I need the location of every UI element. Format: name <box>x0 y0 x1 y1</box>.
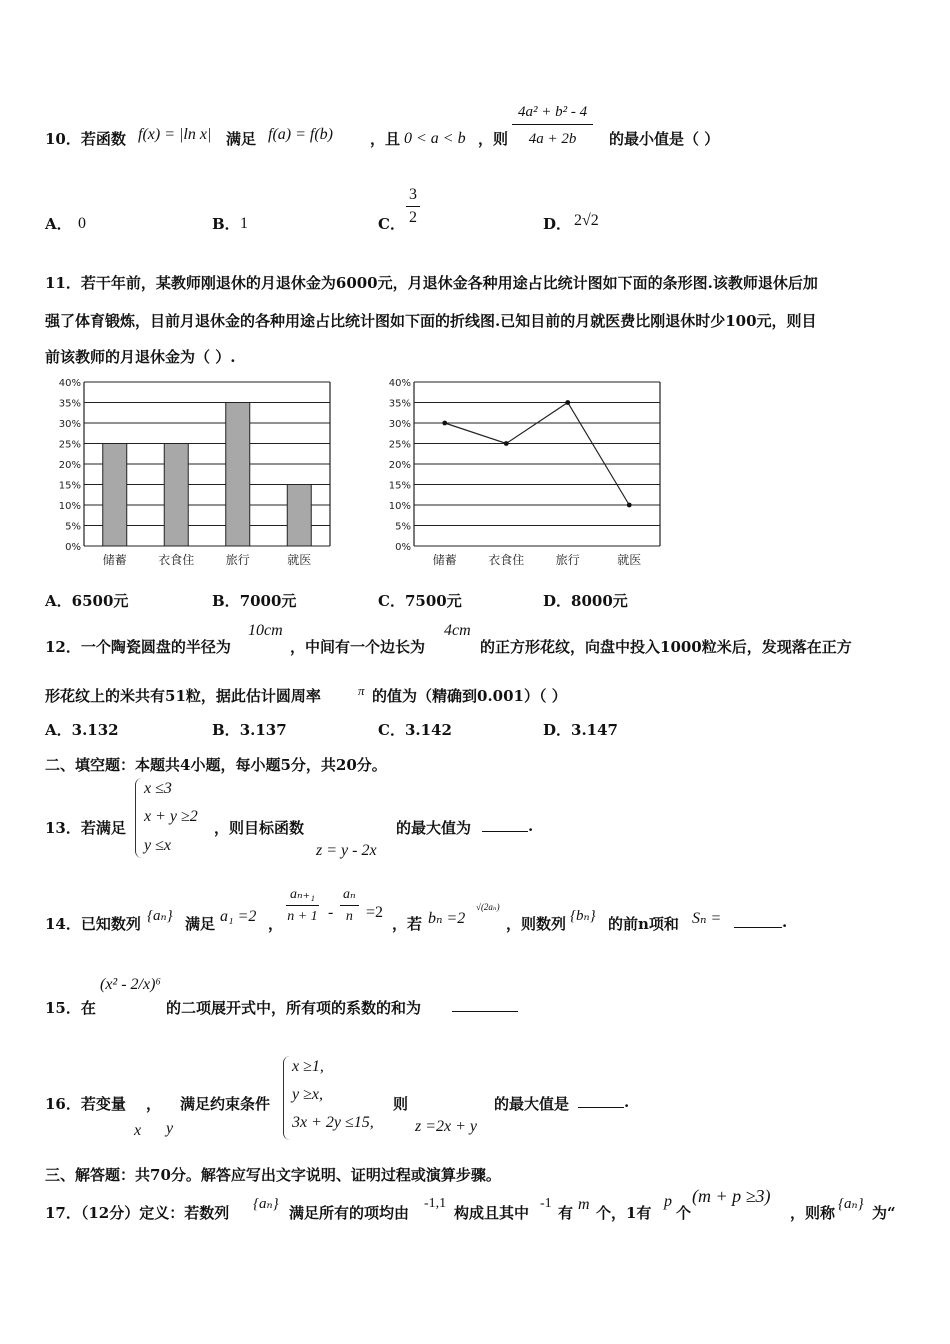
q12-option-a-value: 3.132 <box>71 721 119 739</box>
q11-line-2: 强了体育锻炼，目前月退休金的各种用途占比统计图如下面的折线图.已知目前的月就医费比刚退休时少100元，则目 <box>45 312 817 330</box>
line-chart-point <box>442 421 447 426</box>
line-chart-ytick-label: 20% <box>388 460 411 471</box>
q14-answer-blank[interactable] <box>734 913 782 928</box>
line-chart-ytick-label: 35% <box>388 398 411 410</box>
line-chart-point <box>565 400 570 405</box>
q16-end: . <box>624 1093 630 1111</box>
q12-radius: 10cm <box>248 622 283 639</box>
line-chart-ytick-label: 40% <box>388 378 411 389</box>
q11-line-3: 前该教师的月退休金为（ ）. <box>45 348 236 366</box>
bar-chart-ytick-label: 5% <box>65 521 81 533</box>
q10-line <box>45 128 126 149</box>
q14-sn: Sₙ = <box>692 910 722 927</box>
line-chart-xtick-label: 衣食住 <box>488 553 525 567</box>
q12-option-c <box>378 719 452 740</box>
q12-p5: 的值为（精确到0.001）（ ） <box>372 687 567 705</box>
q17-p4: 个，1有 <box>596 1204 652 1222</box>
q13-lead: 13．若满足 <box>45 819 126 837</box>
q10-lead: 若函数 <box>80 130 126 148</box>
q10-option-d-label: D． <box>543 215 572 233</box>
q15-lead: 15．在 <box>45 999 96 1017</box>
q10-ineq: 0 < a < b <box>404 130 466 147</box>
q11-option-b <box>212 590 296 611</box>
q17-p1: 满足所有的项均由 <box>289 1204 410 1222</box>
line-chart-ytick-label: 0% <box>395 542 411 553</box>
section-2-heading: 二、填空题：本题共4小题，每小题5分，共20分。 <box>45 756 387 774</box>
q14-eq: =2 <box>366 904 384 921</box>
q14-frac-2 <box>340 886 359 925</box>
q11-option-d-label: D． <box>543 592 572 610</box>
q17-lead: 17．（12分）定义：若数列 <box>45 1204 230 1222</box>
q14-bseq: {bₙ} <box>570 908 596 924</box>
q14-comma: ， <box>268 915 284 933</box>
bar-chart-ytick-label: 10% <box>58 501 81 512</box>
q10-frac-num: 4a² + b² - 4 <box>512 104 593 125</box>
q11-option-d <box>543 590 628 611</box>
line-chart-ytick-label: 25% <box>388 439 411 451</box>
q10-option-b-label: B． <box>212 215 240 233</box>
q16-x: x <box>134 1122 142 1139</box>
q12-option-b-value: 3.137 <box>239 721 287 739</box>
q12-option-c-label: C． <box>378 721 405 739</box>
q11-option-c-value: 7500元 <box>404 592 462 610</box>
q10-option-c-num: 3 <box>406 186 420 207</box>
q13-answer-blank[interactable] <box>482 817 528 832</box>
bar-chart-xtick-label: 储蓄 <box>102 553 127 567</box>
line-chart-ytick-label: 10% <box>388 501 411 512</box>
q17-an2: {aₙ} <box>838 1196 864 1212</box>
q12-option-d <box>543 719 618 740</box>
q16-answer-blank[interactable] <box>578 1093 624 1108</box>
q12-option-d-label: D． <box>543 721 572 739</box>
q11-option-b-label: B． <box>212 592 240 610</box>
q15-tail: 的二项展开式中，所有项的系数的和为 <box>166 999 422 1017</box>
bar-chart-bar <box>287 485 311 547</box>
q10-tail: 的最小值是（ ） <box>609 130 720 148</box>
q14-a1: a₁ =2 <box>220 908 257 925</box>
q13-c2: x + y ≥2 <box>144 808 198 825</box>
q13-c1: x ≤3 <box>144 780 172 797</box>
q17-m: m <box>578 1196 590 1213</box>
q14-an: {aₙ} <box>147 908 173 924</box>
q11-option-b-value: 7000元 <box>239 592 297 610</box>
q14-exp: √(2aₙ) <box>476 902 500 912</box>
q12-p3: 的正方形花纹，向盘中投入1000粒米后，发现落在正方 <box>480 638 852 656</box>
q16-tail: 的最大值是 <box>494 1095 570 1113</box>
q13-brace <box>135 778 142 858</box>
q10-option-a-value: 0 <box>78 215 86 232</box>
bar-chart-xtick-label: 旅行 <box>225 553 250 567</box>
bar-chart-ytick-label: 0% <box>65 542 81 553</box>
q10-option-a-label: A． <box>45 215 72 233</box>
q13-objective: z = y - 2x <box>316 842 377 859</box>
line-chart-xtick-label: 旅行 <box>555 553 580 567</box>
q12-p1: 12．一个陶瓷圆盘的半径为 <box>45 638 231 656</box>
q14-frac-2-num: aₙ <box>340 886 359 906</box>
q16-y: y <box>166 1120 174 1137</box>
q14-frac-1 <box>286 886 319 925</box>
section-3-heading: 三、解答题：共70分。解答应写出文字说明、证明过程或演算步骤。 <box>45 1166 501 1184</box>
q14-if: ，若 <box>392 915 423 933</box>
q12-p4: 形花纹上的米共有51粒，据此估计圆周率 <box>45 687 321 705</box>
q14-sat: 满足 <box>185 915 216 933</box>
q11-line-1: 11．若干年前，某教师刚退休的月退休金为6000元，月退休金各种用途占比统计图如下面的条形图.该教师退休后加 <box>45 274 818 292</box>
q12-side: 4cm <box>444 622 471 639</box>
line-chart <box>370 372 670 572</box>
q12-option-b-label: B． <box>212 721 240 739</box>
line-chart-ytick-label: 30% <box>388 419 411 430</box>
q11-option-a <box>45 590 128 611</box>
q16-objective: z =2x + y <box>415 1118 478 1135</box>
q11-option-a-label: A． <box>45 592 72 610</box>
bar-chart-bar <box>103 444 127 547</box>
q10-frac <box>512 104 593 148</box>
bar-chart-ytick-label: 30% <box>58 419 81 430</box>
q17-p: p <box>664 1193 672 1210</box>
bar-chart-ytick-label: 35% <box>58 398 81 410</box>
q10-option-d-value: 2√2 <box>574 212 599 229</box>
q10-option-c-label: C． <box>378 215 405 233</box>
q17-an-text: aₙ <box>259 1196 273 1212</box>
line-chart-series-line <box>445 403 630 506</box>
q12-option-a <box>45 719 119 740</box>
q15-answer-blank[interactable] <box>452 997 518 1012</box>
line-chart-ytick-label: 15% <box>388 480 411 492</box>
bar-chart <box>40 372 340 572</box>
q16-c3: 3x + 2y ≤15, <box>292 1114 374 1131</box>
q10-option-b-value: 1 <box>240 215 248 232</box>
q16-then: 则 <box>393 1095 409 1113</box>
q10-func: f(x) = |ln x| <box>138 126 212 143</box>
q16-lead: 16．若变量 <box>45 1095 126 1113</box>
bar-chart-bar <box>164 444 188 547</box>
q14-sum: 的前n项和 <box>608 915 679 933</box>
q10-number: 10． <box>45 130 81 148</box>
q12-option-d-value: 3.147 <box>571 721 618 739</box>
q17-p6: ，则称 <box>790 1204 836 1222</box>
line-chart-ytick-label: 5% <box>395 521 411 533</box>
q13-mid: ，则目标函数 <box>214 819 305 837</box>
q17-neg: -1 <box>540 1196 552 1211</box>
q14-end: . <box>782 913 788 931</box>
q10-option-c-den: 2 <box>409 209 417 226</box>
q10-option-c-frac <box>406 186 420 227</box>
bar-chart-xtick-label: 就医 <box>287 553 312 567</box>
q14-frac-1-den: n + 1 <box>287 909 318 924</box>
q12-option-a-label: A． <box>45 721 72 739</box>
q17-p3: 有 <box>558 1204 574 1222</box>
q16-mid: 满足约束条件 <box>180 1095 271 1113</box>
q15-expr: (x² - 2/x)⁶ <box>100 976 161 993</box>
q14-frac-1-num: aₙ₊₁ <box>286 886 319 906</box>
bar-chart-xtick-label: 衣食住 <box>158 553 195 567</box>
q17-cond: (m + p ≥3) <box>692 1186 771 1206</box>
q10-cond: f(a) = f(b) <box>268 126 333 143</box>
q12-option-b <box>212 719 287 740</box>
bar-chart-ytick-label: 15% <box>58 480 81 492</box>
q16-brace <box>283 1056 290 1140</box>
q16-c2: y ≥x, <box>292 1086 323 1103</box>
line-chart-point <box>627 503 632 508</box>
q13-c3: y ≤x <box>144 837 171 854</box>
q13-tail: 的最大值为 <box>396 819 472 837</box>
bar-chart-ytick-label: 25% <box>58 439 81 451</box>
q17-p5: 个 <box>676 1204 692 1222</box>
bar-chart-ytick-label: 40% <box>58 378 81 389</box>
q13-end: . <box>528 817 534 835</box>
q10-then: ，则 <box>478 130 509 148</box>
q17-p7: 为“ <box>872 1204 896 1222</box>
bar-chart-ytick-label: 20% <box>58 460 81 471</box>
q10-satisfies: 满足 <box>226 130 257 148</box>
q14-minus: - <box>328 904 334 921</box>
q14-bseq-text: bₙ <box>576 908 590 924</box>
q11-option-a-value: 6500元 <box>71 592 129 610</box>
q11-option-c <box>378 590 462 611</box>
q16-c1: x ≥1, <box>292 1058 324 1075</box>
bar-chart-bar <box>226 403 250 547</box>
q12-p2: ，中间有一个边长为 <box>290 638 426 656</box>
q14-bn: bₙ =2 <box>428 910 466 927</box>
q14-an-text: aₙ <box>153 908 167 924</box>
q17-an2-text: aₙ <box>844 1196 858 1212</box>
q11-option-c-label: C． <box>378 592 405 610</box>
q10-and: ，且 <box>370 130 401 148</box>
line-chart-point <box>504 441 509 446</box>
q12-option-c-value: 3.142 <box>404 721 452 739</box>
q12-pi: π <box>358 683 365 698</box>
q17-vals: -1,1 <box>424 1196 447 1211</box>
line-chart-xtick-label: 就医 <box>617 553 642 567</box>
q14-frac-2-den: n <box>345 909 353 924</box>
q17-p2: 构成且其中 <box>454 1204 530 1222</box>
q10-frac-den: 4a + 2b <box>528 131 577 147</box>
q17-an: {aₙ} <box>253 1196 279 1212</box>
q11-option-d-value: 8000元 <box>571 592 628 610</box>
q16-sep: ， <box>146 1095 162 1113</box>
q14-then: ，则数列 <box>506 915 567 933</box>
line-chart-xtick-label: 储蓄 <box>432 553 457 567</box>
q14-lead: 14．已知数列 <box>45 915 141 933</box>
